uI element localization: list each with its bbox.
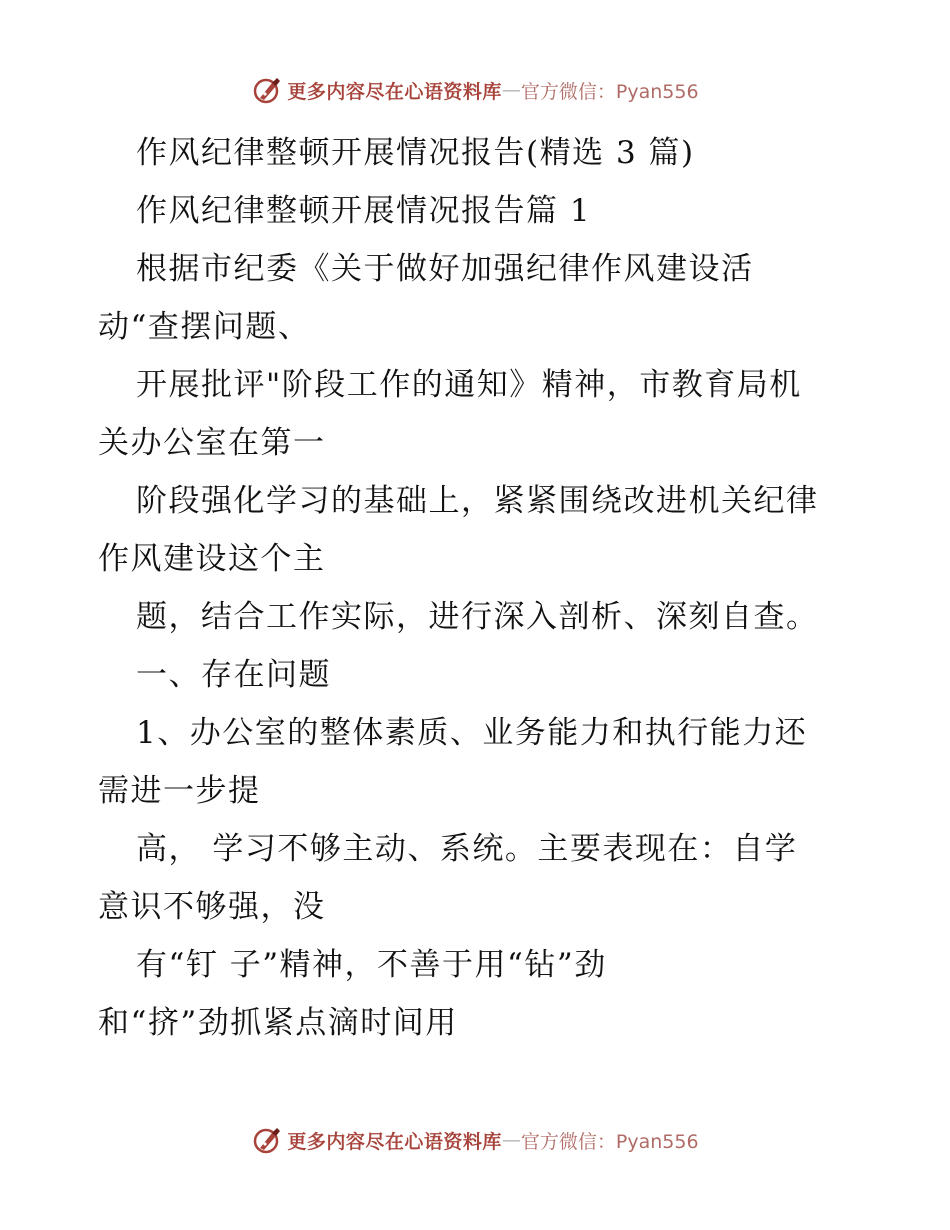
paragraph-line: 需进一步提 xyxy=(98,773,261,809)
header-watermark xyxy=(0,70,950,110)
watermark-label: 更多内容尽在心语资料库 xyxy=(287,80,502,103)
pen-nib-icon xyxy=(251,1124,283,1156)
watermark-dash: — xyxy=(501,1129,521,1151)
paragraph-line: 根据市纪委《关于做好加强纪律作风建设活 xyxy=(136,251,754,287)
paragraph-line: 作风建设这个主 xyxy=(98,541,326,577)
pen-nib-icon xyxy=(251,74,283,106)
paragraph-line: 动“查摆问题、 xyxy=(98,309,311,345)
paragraph-line: 意识不够强，没 xyxy=(98,889,326,925)
paragraph-line: 和“挤”劲抓紧点滴时间用 xyxy=(98,1005,458,1041)
paragraph-line: 题，结合工作实际，进行深入剖析、深刻自查。 xyxy=(136,599,819,635)
watermark-contact: 官方微信：Pyan556 xyxy=(520,1130,699,1153)
section-heading: 作风纪律整顿开展情况报告篇 1 xyxy=(136,193,592,229)
paragraph-line: 开展批评"阶段工作的通知》精神，市教育局机 xyxy=(136,367,802,403)
paragraph-line: 关办公室在第一 xyxy=(98,425,326,461)
document-title: 作风纪律整顿开展情况报告(精选 3 篇) xyxy=(136,135,695,171)
paragraph-line: 有“钉 子”精神，不善于用“钻”劲 xyxy=(136,947,607,983)
watermark-contact: 官方微信：Pyan556 xyxy=(520,80,699,103)
paragraph-line: 1、办公室的整体素质、业务能力和执行能力还 xyxy=(136,715,808,751)
paragraph-line: 高， 学习不够主动、系统。主要表现在：自学 xyxy=(136,831,798,867)
paragraph-line: 阶段强化学习的基础上，紧紧围绕改进机关纪律 xyxy=(136,483,819,519)
footer-watermark xyxy=(0,1120,950,1160)
watermark-label: 更多内容尽在心语资料库 xyxy=(287,1130,502,1153)
subsection-heading: 一、存在问题 xyxy=(136,657,331,693)
watermark-dash: — xyxy=(501,79,521,101)
document-body xyxy=(98,124,858,1052)
